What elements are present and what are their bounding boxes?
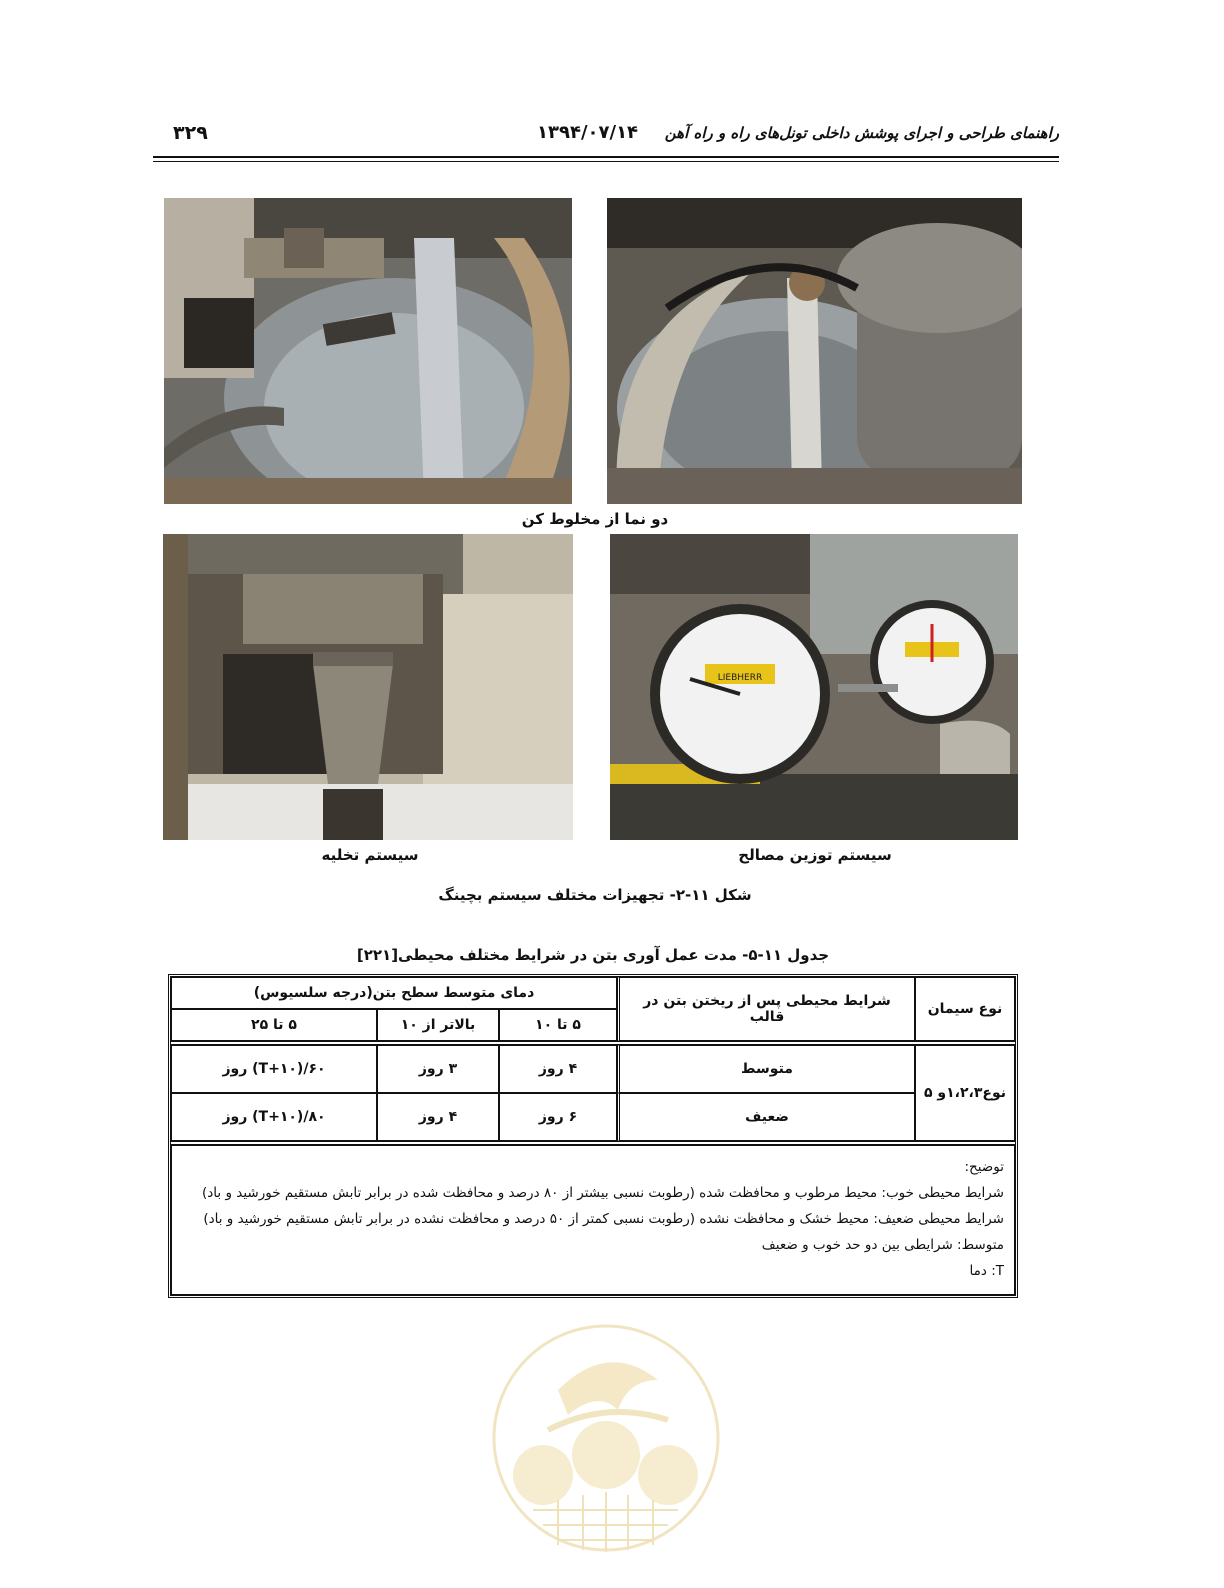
table-row (171, 1045, 1015, 1093)
header-rule-thin (153, 161, 1059, 162)
formula-cell: ۶۰/(T+۱۰) روز (171, 1045, 377, 1093)
table-header-row (171, 977, 1015, 1009)
table-row (171, 1093, 1015, 1141)
duration-cell: ۴ روز (499, 1045, 617, 1093)
subheader-temp-1: ۵ تا ۱۰ (499, 1009, 617, 1041)
formula-cell: ۸۰/(T+۱۰) روز (171, 1093, 377, 1141)
header-date: ۱۳۹۴/۰۷/۱۴ (537, 122, 639, 143)
header-cement-type: نوع سیمان (915, 977, 1015, 1041)
notes-row (171, 1145, 1015, 1295)
condition-cell: متوسط (617, 1045, 915, 1093)
mixer-photo-right (607, 198, 1022, 504)
header-rule (153, 156, 1059, 158)
weighing-caption: سیستم توزین مصالح (738, 846, 892, 864)
note-good-conditions: شرایط محیطی خوب: محیط مرطوب و محافظت شده (رطوبت نسبی بیشتر از ۸۰ درصد و محافظت شده در برابر تابش مستقیم خورشید و باد) (202, 1185, 1004, 1201)
header-environment-conditions: شرایط محیطی پس از ریختن بتن در قالب (617, 977, 915, 1041)
mixer-photo-left (164, 198, 572, 504)
discharge-caption: سیستم تخلیه (321, 846, 419, 864)
mixer-caption: دو نما از مخلوط کن (521, 510, 669, 528)
page-number: ۳۲۹ (173, 122, 208, 144)
watermark-logo (488, 1320, 724, 1584)
header-temperature-group: دمای متوسط سطح بتن(درجه سلسیوس) (171, 977, 617, 1009)
duration-cell: ۴ روز (377, 1093, 499, 1141)
curing-duration-table (168, 974, 1018, 1298)
weighing-system-photo (610, 534, 1018, 840)
notes-title: توضیح: (964, 1159, 1004, 1175)
duration-cell: ۳ روز (377, 1045, 499, 1093)
note-poor-conditions: شرایط محیطی ضعیف: محیط خشک و محافظت نشده (رطوبت نسبی کمتر از ۵۰ درصد و محافظت نشده در برابر تابش مستقیم خورشید و باد) (203, 1211, 1004, 1227)
duration-cell: ۶ روز (499, 1093, 617, 1141)
subheader-temp-2: بالاتر از ۱۰ (377, 1009, 499, 1041)
subheader-temp-3: ۵ تا ۲۵ (171, 1009, 377, 1041)
gauge-brand-label: LIEBHERR (717, 673, 763, 683)
table-caption: جدول ۱۱-۵- مدت عمل آوری بتن در شرایط مختلف محیطی[۲۲۱] (356, 946, 830, 964)
book-title: راهنمای طراحی و اجرای پوشش داخلی تونل‌های راه و راه آهن (664, 124, 1059, 142)
cement-type-cell: نوع۱،۲،۳و ۵ (915, 1045, 1015, 1141)
condition-cell: ضعیف (617, 1093, 915, 1141)
note-temperature-symbol: T: دما (969, 1263, 1004, 1279)
figure-caption: شکل ۱۱-۲- تجهیزات مختلف سیستم بچینگ (438, 886, 752, 904)
discharge-system-photo (163, 534, 573, 840)
table-notes (171, 1145, 1015, 1295)
note-average-conditions: متوسط: شرایطی بین دو حد خوب و ضعیف (761, 1237, 1004, 1253)
